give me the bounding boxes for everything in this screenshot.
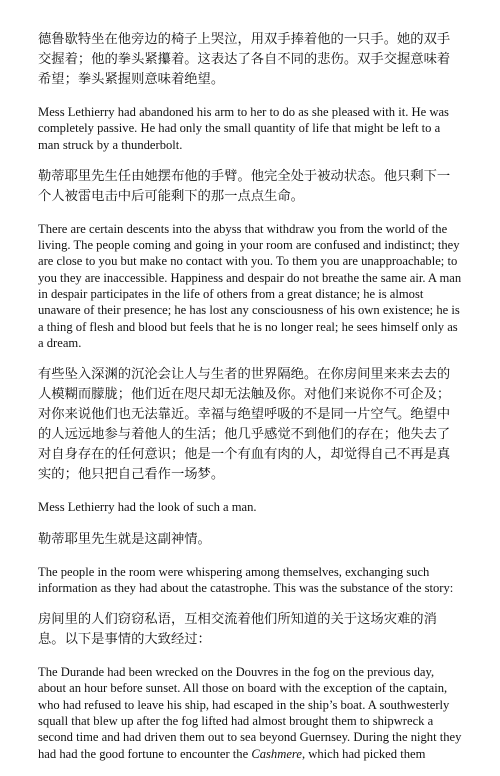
ship-name-italic: Cashmere [251,746,302,761]
paragraph-en-3: Mess Lethierry had the look of such a man. [38,500,257,515]
paragraph-en-5-text-after: , which had picked them [301,746,426,761]
paragraph-en-2: There are certain descents into the abyss that withdraw you from the world of the living. The people coming and going in your room are confused and indistinct; they are close to you but make no contact with you. To them you are unapproachable; to you they are inaccessible. Happiness and despair do not breathe the same air. A man in despair participates in the life of others from a great distance; he is almost unaware of their presence; he has lost any consciousness of his own existence; he is a thing of flesh and blood but feels that he is no longer real; he sees himself only as a dream. [38,221,462,350]
paragraph-en-5-text-before: The Durande had been wrecked on the Douvres in the fog on the previous day, about an hour before sunset. All those on board with the exception of the captain, who had refused to leave his ship, had escaped in the ship’s boat. A southwesterly squall that blew up after the fog lifted had almost brought them to shipwreck a second time and had driven them out to sea beyond Guernsey. During the night they had had the good fortune to encounter the [38,665,462,761]
paragraph-zh-1: 德鲁歇特坐在他旁边的椅子上哭泣，用双手捧着他的一只手。她的双手交握着；他的拳头紧攥着。这表达了各自不同的悲伤。双手交握意味着希望；拳头紧握则意味着绝望。 [38,32,451,87]
paragraph-en-4: The people in the room were whispering among themselves, exchanging such information as they had about the catastrophe. This was the substance of the story: [38,564,454,595]
paragraph-en-5 [38,664,462,762]
paragraph-zh-4: 勒蒂耶里先生就是这副神情。 [38,531,211,547]
paragraph-zh-3: 有些坠入深渊的沉沦会让人与生者的世界隔绝。在你房间里来来去去的人模糊而朦胧；他们近在咫尺却无法触及你。对他们来说你不可企及；对你来说他们也无法靠近。幸福与绝望呼吸的不是同一片空气。绝望中的人远远地参与着他人的生活；他几乎感觉不到他们的存在；他失去了对自身存在的任何意识；他是一个有血有肉的人，却觉得自己不再是真实的；他只把自己看作一场梦。 [38,367,451,483]
paragraph-zh-2: 勒蒂耶里先生任由她摆布他的手臂。他完全处于被动状态。他只剩下一个人被雷电击中后可能剩下的那一点点生命。 [38,168,451,204]
document-page [38,30,462,776]
paragraph-en-1: Mess Lethierry had abandoned his arm to her to do as she pleased with it. He was completely passive. He had only the small quantity of life that might be left to a man struck by a thunderbolt. [38,105,449,152]
paragraph-zh-5: 房间里的人们窃窃私语，互相交流着他们所知道的关于这场灾难的消息。以下是事情的大致经过： [38,612,437,648]
